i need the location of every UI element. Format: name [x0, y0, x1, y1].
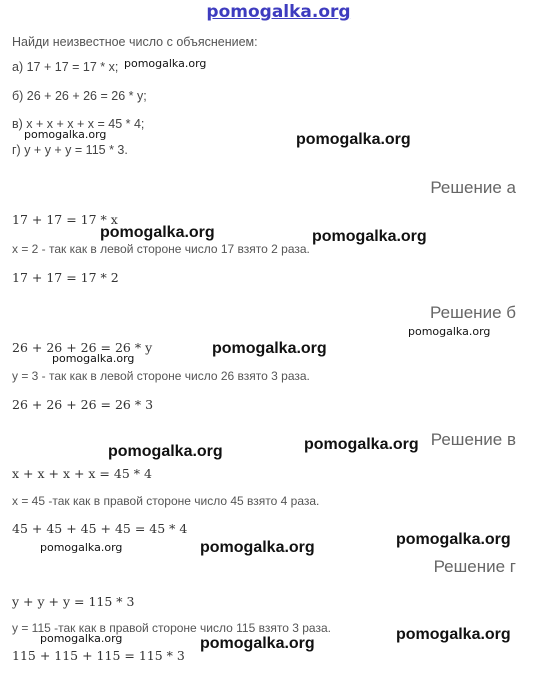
watermark: pomogalka.org [304, 436, 419, 453]
solution-b-equation: 26 + 26 + 26 = 26 * y [12, 340, 153, 355]
solution-c-explanation: x = 45 -так как в правой стороне число 45 взято 4 раза. [12, 494, 320, 508]
task-line-d: г) y + y + y = 115 * 3. [12, 143, 128, 157]
solution-d-heading: Решение г [433, 557, 516, 576]
watermark: pomogalka.org [108, 443, 223, 460]
solution-c-equation: x + x + x + x = 45 * 4 [12, 466, 152, 481]
solution-b-explanation: y = 3 - так как в левой стороне число 26 взято 3 раза. [12, 369, 310, 383]
watermark: pomogalka.org [200, 539, 315, 556]
watermark: pomogalka.org [408, 325, 491, 338]
site-logo[interactable]: pomogalka.org [206, 2, 351, 22]
watermark: pomogalka.org [296, 131, 411, 148]
watermark: pomogalka.org [40, 632, 123, 645]
watermark: pomogalka.org [312, 228, 427, 245]
watermark: pomogalka.org [124, 57, 207, 70]
watermark: pomogalka.org [52, 352, 135, 365]
solution-c-heading: Решение в [430, 430, 516, 449]
solution-b-heading: Решение б [430, 303, 516, 322]
solution-b-check: 26 + 26 + 26 = 26 * 3 [12, 397, 154, 412]
solution-d-check: 115 + 115 + 115 = 115 * 3 [12, 648, 185, 663]
watermark: pomogalka.org [396, 626, 511, 643]
solution-a-explanation: x = 2 - так как в левой стороне число 17 взято 2 раза. [12, 242, 310, 256]
watermark: pomogalka.org [100, 224, 215, 241]
solution-d-explanation: y = 115 -так как в правой стороне число 115 взято 3 раза. [12, 621, 331, 635]
solution-a-heading: Решение а [430, 178, 516, 197]
task-line-c: в) x + x + x + x = 45 * 4; [12, 117, 145, 131]
task-line-b: б) 26 + 26 + 26 = 26 * y; [12, 89, 147, 103]
watermark: pomogalka.org [212, 340, 327, 357]
watermark: pomogalka.org [396, 531, 511, 548]
watermark: pomogalka.org [24, 128, 107, 141]
task-line-a: а) 17 + 17 = 17 * x; [12, 60, 119, 74]
solution-c-check: 45 + 45 + 45 + 45 = 45 * 4 [12, 521, 188, 536]
task-title: Найди неизвестное число с объяснением: [12, 35, 258, 49]
solution-d-equation: y + y + y = 115 * 3 [12, 594, 135, 609]
watermark: pomogalka.org [40, 541, 123, 554]
watermark: pomogalka.org [200, 635, 315, 652]
solution-a-check: 17 + 17 = 17 * 2 [12, 270, 119, 285]
solution-a-equation: 17 + 17 = 17 * x [12, 212, 118, 227]
